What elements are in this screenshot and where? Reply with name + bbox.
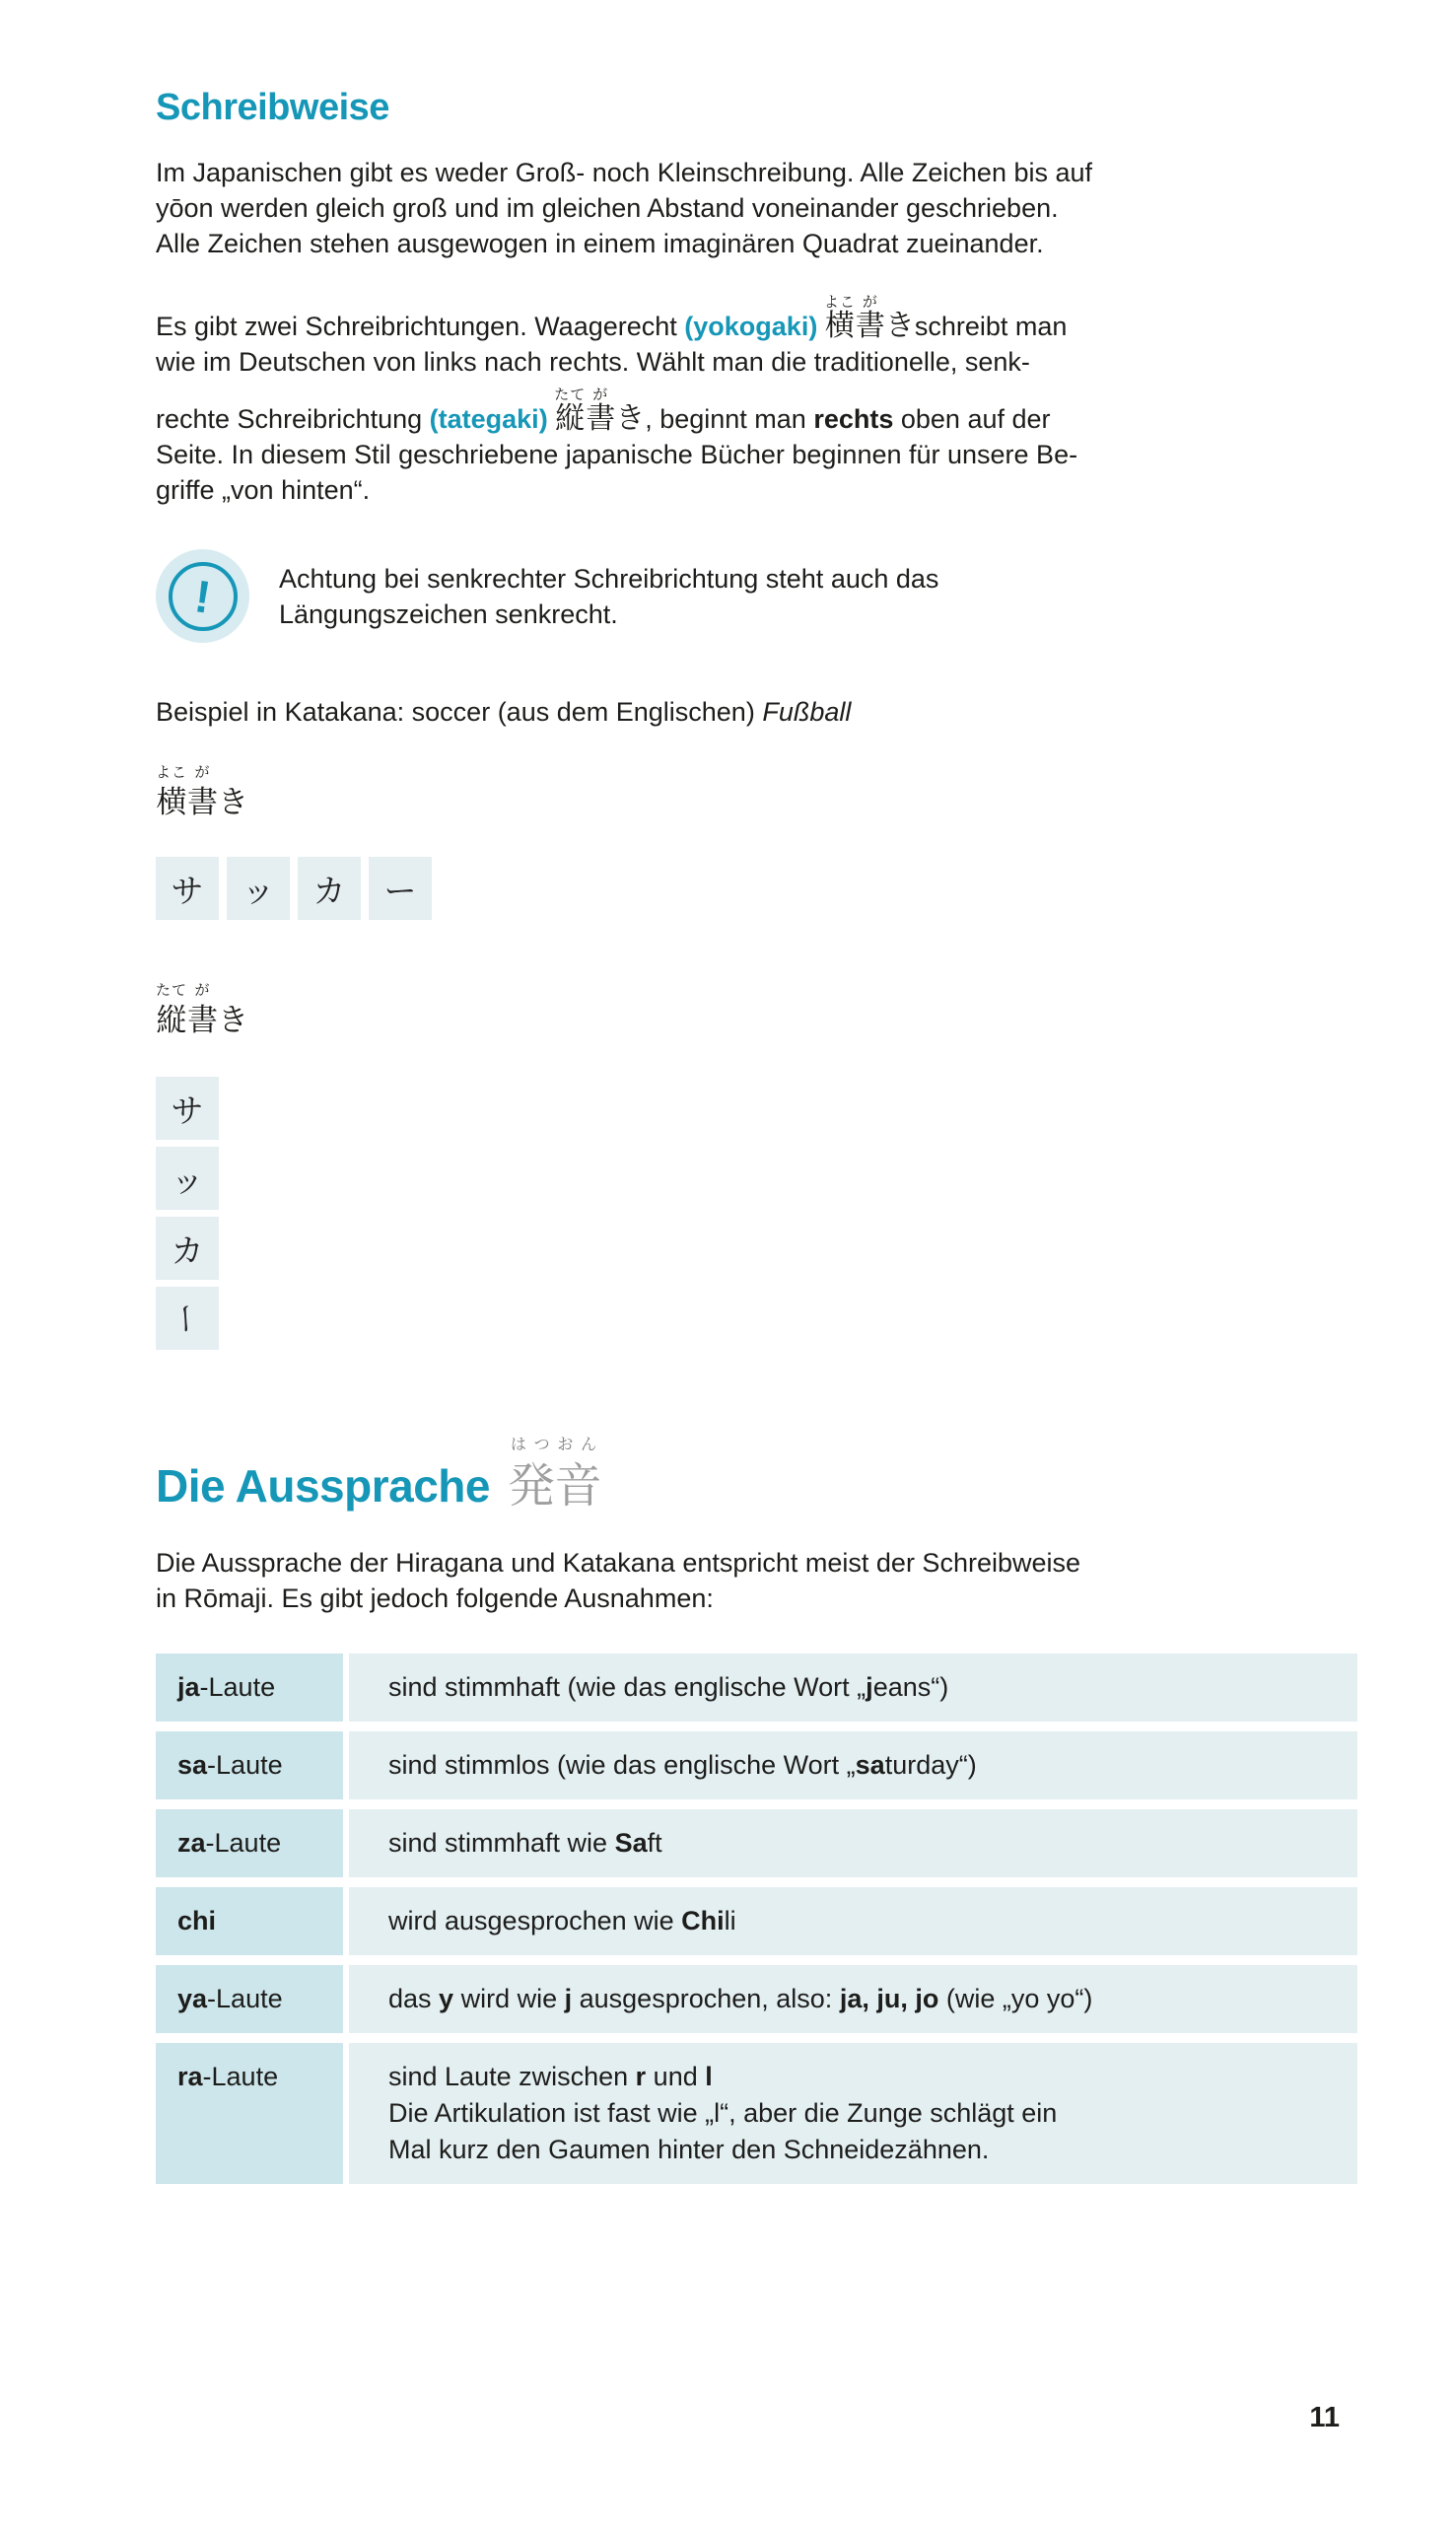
- table-row: [156, 1653, 1357, 1722]
- text-line: wie im Deutschen von links nach rechts. Wählt man die traditionelle, senk-: [156, 347, 1030, 377]
- table-row: [156, 1965, 1357, 2033]
- text-line: Die Aussprache der Hiragana und Katakana entspricht meist der Schreibweise: [156, 1548, 1081, 1579]
- table-row: [156, 1887, 1357, 1955]
- table-row: [156, 2043, 1357, 2184]
- kana-box: [156, 1077, 219, 1140]
- kana-box: [156, 1147, 219, 1210]
- table-value-cell: [349, 1731, 1357, 1799]
- kana-box: [156, 1217, 219, 1280]
- furigana: おん: [554, 1435, 602, 1454]
- furigana: たて: [554, 386, 587, 403]
- bold-text: l: [705, 2062, 713, 2092]
- ruby-annotated-kanji: 書が: [586, 386, 616, 436]
- text-line: sind stimmhaft wie Saft: [388, 1828, 662, 1859]
- text-segment: Es gibt zwei Schreibrichtungen. Waagerecht: [156, 312, 685, 341]
- bold-text: chi: [177, 1906, 217, 1936]
- ruby-annotated-kanji: 発はつ: [508, 1435, 555, 1514]
- bold-text: Chi: [681, 1906, 725, 1936]
- page-number: 11: [1309, 2402, 1340, 2433]
- text-line: Die Artikulation ist fast wie „l“, aber die Zunge schlägt ein: [388, 2098, 1058, 2129]
- kana-box: [156, 857, 219, 920]
- ruby-annotated-kanji: 横よこ: [156, 763, 188, 820]
- attention-note-text: [279, 561, 938, 632]
- table-key-cell: za-Laute: [156, 1809, 343, 1877]
- furigana: が: [187, 981, 218, 1000]
- yokogaki-kana-boxes: [156, 857, 1357, 920]
- bold-text: r: [635, 2062, 647, 2092]
- ruby-annotated-kanji: 書が: [187, 763, 218, 820]
- bold-text: ya: [177, 1984, 208, 2014]
- kana-character: ー: [166, 1302, 205, 1335]
- kana-character: カ: [312, 871, 346, 910]
- page-content: [0, 87, 1456, 2433]
- kana-box: [369, 857, 432, 920]
- section-title-schreibweise: Schreibweise: [156, 87, 389, 128]
- text-line: Mal kurz den Gaumen hinter den Schneidezähnen.: [388, 2135, 990, 2165]
- text-segment: rechts: [813, 404, 894, 434]
- table-value-cell: [349, 1965, 1357, 2033]
- attention-note: [156, 549, 1357, 643]
- text-line: Längungszeichen senkrecht.: [279, 598, 618, 629]
- text-line: yōon werden gleich groß und im gleichen Abstand voneinander geschrieben.: [156, 193, 1059, 223]
- bold-text: sa: [177, 1750, 208, 1781]
- table-value-cell: [349, 1653, 1357, 1722]
- table-key-cell: ja-Laute: [156, 1653, 343, 1722]
- furigana: はつ: [508, 1435, 555, 1454]
- text-segment: rechte Schreibrichtung: [156, 404, 430, 434]
- table-key-cell: ya-Laute: [156, 1965, 343, 2033]
- furigana: が: [586, 386, 616, 403]
- text-line: sind stimmlos (wie das englische Wort „saturday“): [388, 1750, 977, 1781]
- ruby-annotated-kanji: 横よこ: [823, 293, 856, 343]
- furigana: よこ: [823, 293, 856, 311]
- text-line: Im Japanischen gibt es weder Groß- noch Kleinschreibung. Alle Zeichen bis auf: [156, 158, 1093, 187]
- bold-text: Sa: [614, 1828, 648, 1859]
- ruby-annotated-kanji: 書が: [855, 293, 885, 343]
- text-segment: (yokogaki): [684, 312, 818, 341]
- bold-text: y: [439, 1984, 454, 2014]
- ruby-annotated-kanji: 縦たて: [554, 386, 587, 436]
- furigana: よこ: [156, 763, 188, 781]
- text-segment: (tategaki): [429, 404, 548, 434]
- katakana-example-caption: [156, 694, 1357, 730]
- kana-character: サ: [171, 871, 204, 910]
- attention-icon: [156, 549, 249, 643]
- bold-text: sa: [855, 1750, 885, 1781]
- table-key-cell: sa-Laute: [156, 1731, 343, 1799]
- text-segment: schreibt man: [914, 312, 1068, 341]
- table-row: [156, 1809, 1357, 1877]
- ruby-annotated-kanji: 書が: [187, 981, 218, 1039]
- bold-text: ra: [177, 2062, 203, 2092]
- bold-text: j: [866, 1672, 873, 1703]
- ruby-annotated-kanji: 音おん: [554, 1435, 602, 1514]
- text-line: Achtung bei senkrechter Schreibrichtung steht auch das: [279, 563, 939, 594]
- text-line: griffe „von hinten“.: [156, 475, 371, 505]
- writing-directions-paragraph: [156, 287, 1357, 508]
- table-key-cell: ra-Laute: [156, 2043, 343, 2184]
- table-key-cell: [156, 1887, 343, 1955]
- furigana: たて: [156, 981, 188, 1000]
- text-segment: oben auf der: [893, 404, 1051, 434]
- ruby-annotated-kanji: 縦たて: [156, 981, 188, 1039]
- text-segment: き: [615, 401, 646, 436]
- kana-box: [156, 1287, 219, 1350]
- text-line: das y wird wie j ausgesprochen, also: ja, ju, jo (wie „yo yo“): [388, 1984, 1093, 2014]
- pronunciation-intro-paragraph: [156, 1545, 1357, 1616]
- text-line: [156, 287, 1357, 344]
- text-segment: , beginnt man: [645, 404, 814, 434]
- table-value-cell: [349, 1809, 1357, 1877]
- text-line: Seite. In diesem Stil geschriebene japanische Bücher beginnen für unsere Be-: [156, 440, 1078, 469]
- kana-box: [298, 857, 361, 920]
- hatsuon-kanji: [508, 1435, 601, 1515]
- section-title-aussprache: [156, 1435, 1357, 1515]
- text-line: in Rōmaji. Es gibt jedoch folgende Ausnahmen:: [156, 1583, 714, 1614]
- table-row: [156, 1731, 1357, 1799]
- text-line: Alle Zeichen stehen ausgewogen in einem imaginären Quadrat zueinander.: [156, 229, 1044, 258]
- exclamation-icon: !: [191, 569, 214, 623]
- kana-character: ッ: [242, 871, 275, 910]
- table-value-cell: [349, 2043, 1357, 2184]
- kana-character: ッ: [171, 1161, 204, 1200]
- kana-character: ー: [383, 871, 417, 910]
- text-line: [156, 380, 1357, 437]
- tategaki-label: [156, 981, 1357, 1037]
- writing-intro-paragraph: [156, 155, 1357, 261]
- text-segment: き: [218, 785, 248, 820]
- aussprache-title-text: Die Aussprache: [156, 1460, 490, 1513]
- kana-box: [227, 857, 290, 920]
- bold-text: j: [564, 1984, 573, 2014]
- yokogaki-label: [156, 763, 1357, 819]
- kana-character: カ: [171, 1231, 204, 1270]
- table-value-cell: [349, 1887, 1357, 1955]
- text-segment: Fußball: [762, 697, 852, 727]
- text-segment: き: [884, 309, 915, 343]
- bold-text: za: [177, 1828, 206, 1859]
- bold-text: ja, ju, jo: [839, 1984, 939, 2014]
- furigana: が: [855, 293, 885, 311]
- text-segment: き: [218, 1003, 248, 1039]
- pronunciation-table: [156, 1653, 1357, 2184]
- bold-text: ja: [177, 1672, 200, 1703]
- attention-icon-ring: [169, 562, 238, 631]
- text-line: sind Laute zwischen r und l: [388, 2062, 713, 2092]
- text-line: wird ausgesprochen wie Chili: [388, 1906, 736, 1936]
- furigana: が: [187, 763, 218, 781]
- tategaki-kana-boxes: [156, 1077, 219, 1350]
- kana-character: サ: [171, 1091, 204, 1130]
- text-line: sind stimmhaft (wie das englische Wort „jeans“): [388, 1672, 949, 1703]
- text-segment: Beispiel in Katakana: soccer (aus dem Englischen): [156, 697, 763, 727]
